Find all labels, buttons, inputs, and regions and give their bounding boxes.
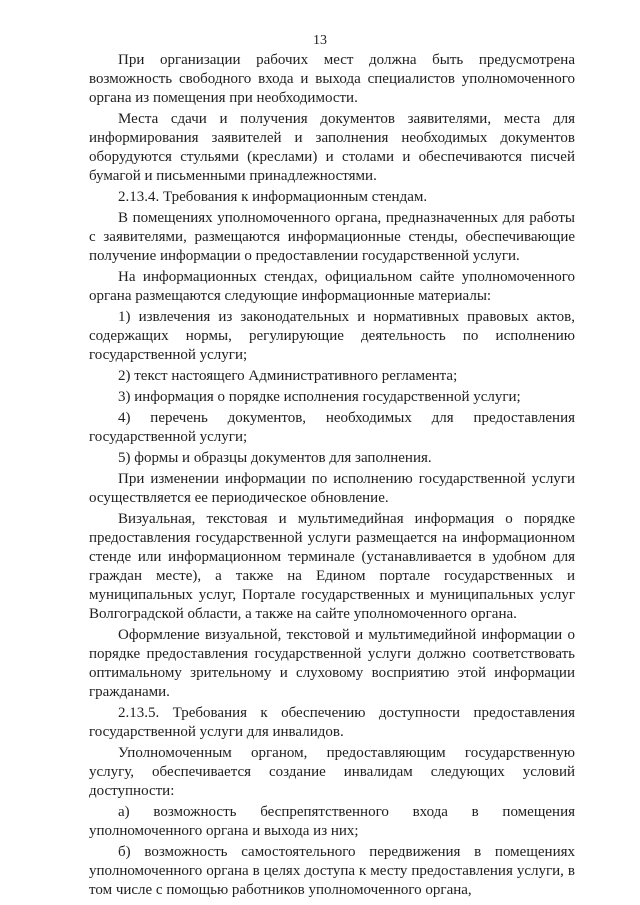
paragraph-info-materials-intro: На информационных стендах, официальном сайте уполномоченного органа размещаются следующие информационные материалы:: [89, 269, 575, 304]
paragraph-workplaces: При организации рабочих мест должна быть предусмотрена возможность свободного входа и выхода специалистов уполномоченного органа из помещения при необходимости.: [89, 52, 575, 106]
list-item-4: 4) перечень документов, необходимых для предоставления государственной услуги;: [89, 410, 575, 445]
list-item-3: 3) информация о порядке исполнения государственной услуги;: [118, 389, 521, 405]
paragraph-info-design: Оформление визуальной, текстовой и мультимедийной информации о порядке предоставления государственной услуги должно соответствовать оптимальному зрительному и слуховому восприятию этой информации гражданами.: [89, 627, 575, 700]
paragraph-accessibility-intro: Уполномоченным органом, предоставляющим государственную услугу, обеспечивается создание инвалидам следующих условий доступности:: [89, 745, 575, 799]
page-number: 13: [313, 33, 327, 48]
paragraph-info-stands: В помещениях уполномоченного органа, предназначенных для работы с заявителями, размещаются информационные стенды, обеспечивающие получение информации о предоставлении государственной услуги.: [89, 210, 575, 264]
list-item-5: 5) формы и образцы документов для заполнения.: [118, 450, 432, 466]
section-heading-2-13-5: 2.13.5. Требования к обеспечению доступности предоставления государственной услуги для инвалидов.: [89, 705, 575, 740]
paragraph-multimedia-info: Визуальная, текстовая и мультимедийная информация о порядке предоставления государственной услуги размещается на информационном стенде или информационном терминале (устанавливается в удобном для граждан месте), а также на Едином портале государственных и муниципальных услуг, Портале государственных и муниципальных услуг Волгоградской области, а также на сайте уполномоченного органа.: [89, 511, 575, 622]
paragraph-info-update: При изменении информации по исполнению государственной услуги осуществляется ее периодическое обновление.: [89, 471, 575, 506]
list-item-1: 1) извлечения из законодательных и нормативных правовых актов, содержащих нормы, регулирующие деятельность по исполнению государственной услуги;: [89, 309, 575, 363]
list-item-a: а) возможность беспрепятственного входа в помещения уполномоченного органа и выхода из них;: [89, 804, 575, 839]
document-body: [89, 51, 575, 900]
list-item-b: б) возможность самостоятельного передвижения в помещениях уполномоченного органа в целях доступа к месту предоставления услуги, в том числе с помощью работников уполномоченного органа,: [89, 844, 575, 898]
section-heading-2-13-4: 2.13.4. Требования к информационным стендам.: [118, 189, 428, 205]
list-item-2: 2) текст настоящего Административного регламента;: [118, 368, 458, 384]
paragraph-document-areas: Места сдачи и получения документов заявителями, места для информирования заявителей и заполнения необходимых документов оборудуются стульями (креслами) и столами и обеспечиваются писчей бумагой и письменными принадлежностями.: [89, 111, 575, 184]
